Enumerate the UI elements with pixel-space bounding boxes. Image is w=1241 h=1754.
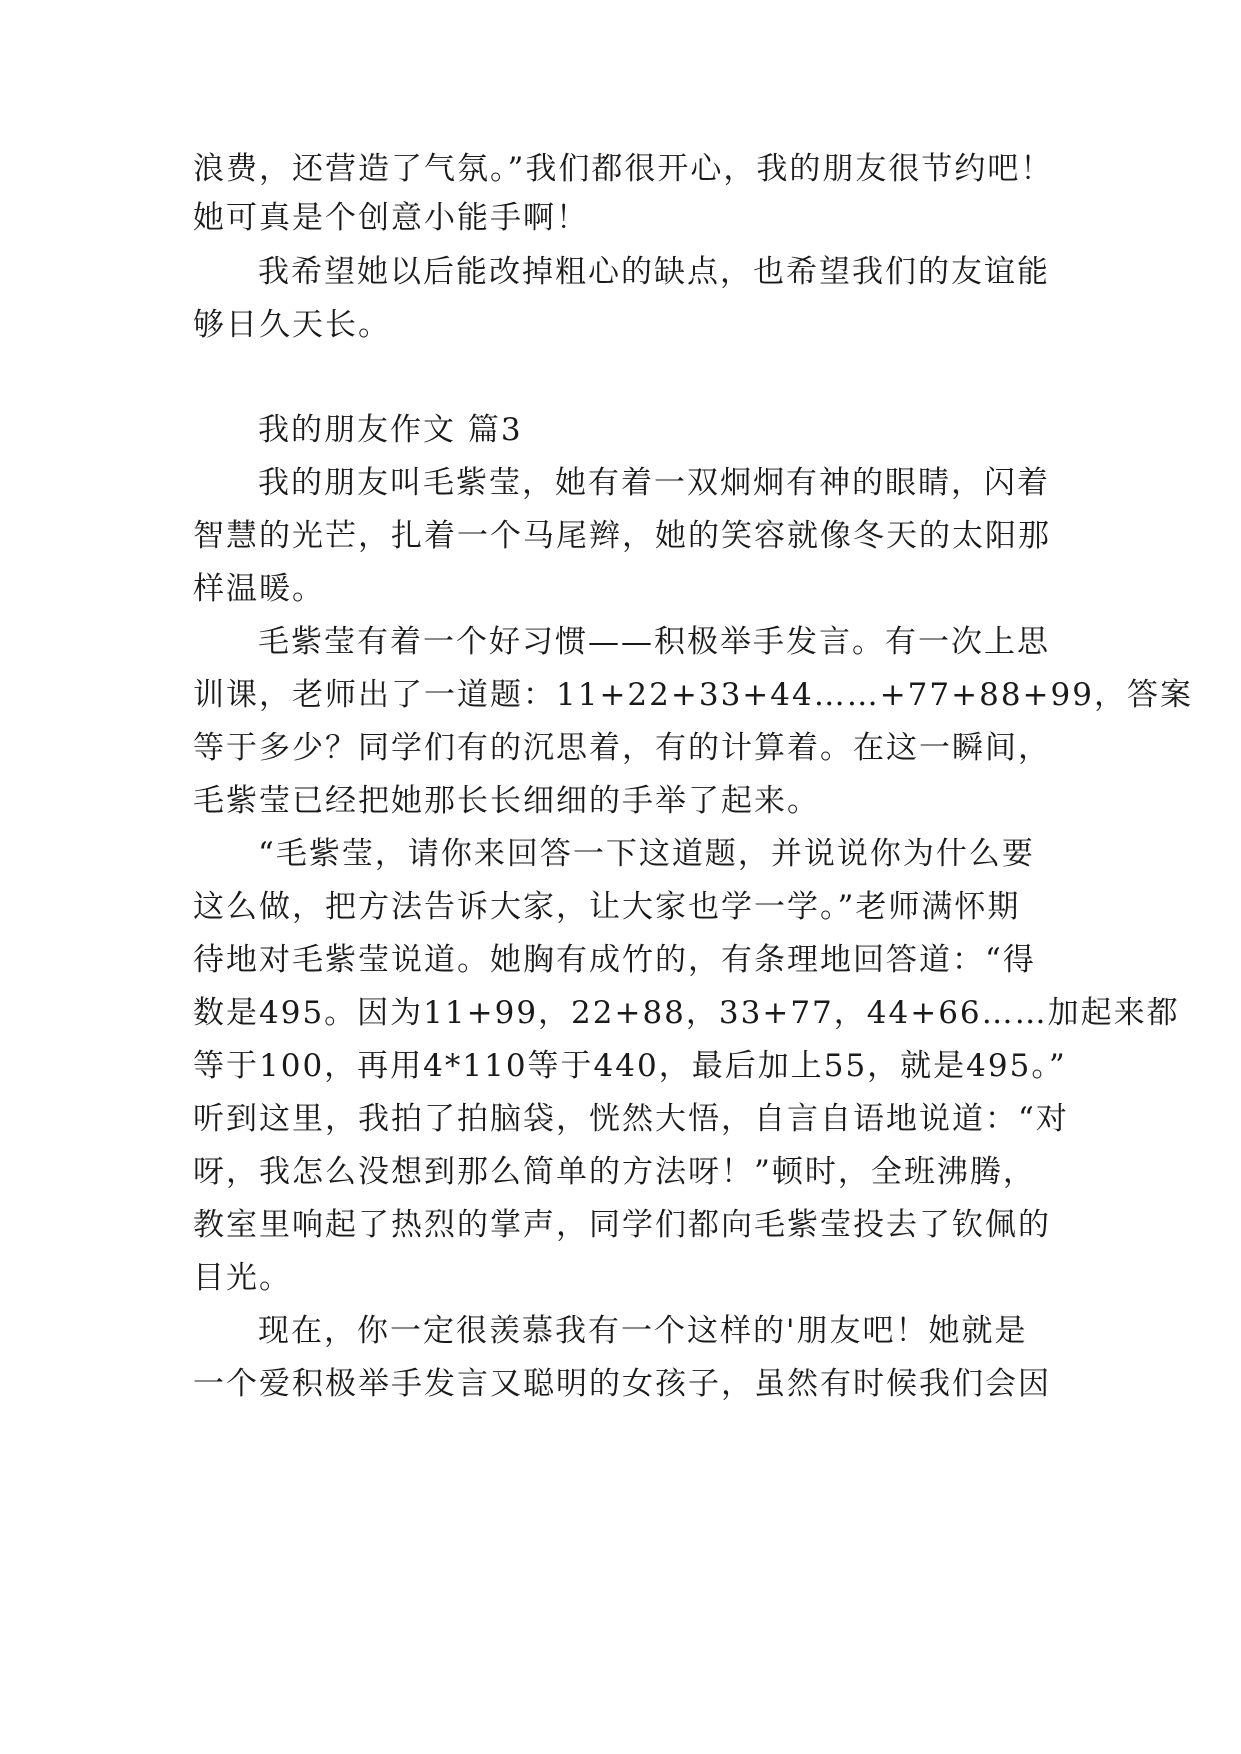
paragraph-line: 待地对毛紫莹说道。她胸有成竹的，有条理地回答道：“得 <box>193 942 1036 978</box>
paragraph-line: 她可真是个创意小能手啊！ <box>193 200 589 236</box>
paragraph-line: 浪费，还营造了气氛。”我们都很开心，我的朋友很节约吧！ <box>193 151 1054 187</box>
paragraph-line: 智慧的光芒，扎着一个马尾辫，她的笑容就像冬天的太阳那 <box>193 518 1051 554</box>
paragraph-line: 现在，你一定很羡慕我有一个这样的'朋友吧！她就是 <box>258 1313 1028 1349</box>
paragraph-line: 这么做，把方法告诉大家，让大家也学一学。”老师满怀期 <box>193 889 1021 925</box>
paragraph-line: 教室里响起了热烈的掌声，同学们都向毛紫莹投去了钦佩的 <box>193 1207 1051 1243</box>
paragraph-line: 我的朋友叫毛紫莹，她有着一双炯炯有神的眼睛，闪着 <box>258 465 1050 501</box>
section-title: 我的朋友作文 篇3 <box>258 412 523 448</box>
paragraph-line: 我希望她以后能改掉粗心的缺点，也希望我们的友谊能 <box>258 254 1050 290</box>
paragraph-line: 样温暖。 <box>193 571 325 607</box>
paragraph-line: 毛紫莹有着一个好习惯——积极举手发言。有一次上思 <box>258 624 1050 660</box>
paragraph-line: 训课，老师出了一道题：11+22+33+44……+77+88+99，答案 <box>193 677 1193 713</box>
paragraph-line: 等于多少？同学们有的沉思着，有的计算着。在这一瞬间， <box>193 730 1051 766</box>
paragraph-line: 听到这里，我拍了拍脑袋，恍然大悟，自言自语地说道：“对 <box>193 1101 1069 1137</box>
paragraph-line: 等于100，再用4*110等于440，最后加上55，就是495。” <box>193 1048 1067 1084</box>
paragraph-line: 呀，我怎么没想到那么简单的方法呀！”顿时，全班沸腾， <box>193 1154 1036 1190</box>
paragraph-line: 目光。 <box>193 1260 292 1296</box>
paragraph-line: 够日久天长。 <box>193 307 391 343</box>
paragraph-line: 数是495。因为11+99，22+88，33+77，44+66……加起来都 <box>193 995 1180 1031</box>
paragraph-line: 毛紫莹已经把她那长长细细的手举了起来。 <box>193 783 820 819</box>
paragraph-line: “毛紫莹，请你来回答一下这道题，并说说你为什么要 <box>258 836 1035 872</box>
paragraph-line: 一个爱积极举手发言又聪明的女孩子，虽然有时候我们会因 <box>193 1366 1051 1402</box>
